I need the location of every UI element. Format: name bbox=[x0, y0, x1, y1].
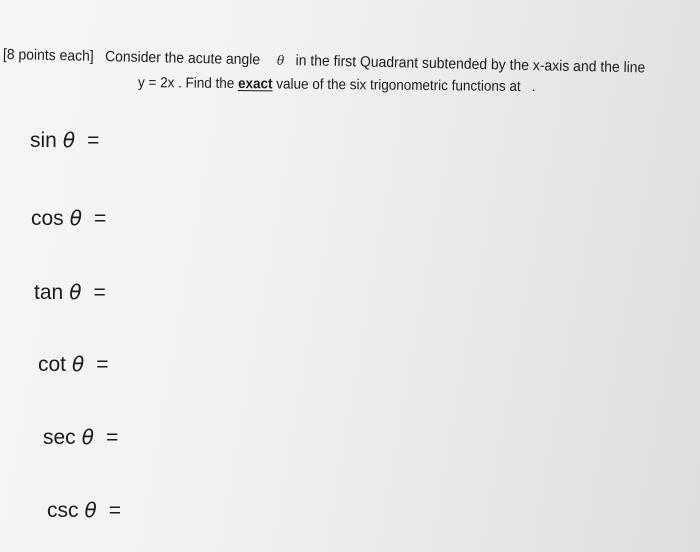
equals-sign: = bbox=[93, 207, 107, 230]
theta-symbol: θ bbox=[276, 53, 285, 69]
function-name: cot bbox=[38, 353, 67, 376]
theta-symbol: θ bbox=[81, 425, 94, 449]
theta-symbol: θ bbox=[69, 206, 82, 230]
theta-symbol: θ bbox=[69, 280, 82, 304]
function-name: csc bbox=[47, 499, 79, 522]
function-name: tan bbox=[34, 281, 64, 304]
equals-sign: = bbox=[87, 129, 100, 152]
sin-row bbox=[30, 128, 99, 153]
equals-sign: = bbox=[105, 426, 119, 449]
line-equation: y = 2x bbox=[137, 75, 175, 92]
equals-sign: = bbox=[108, 499, 122, 522]
function-name: sec bbox=[43, 426, 76, 449]
sec-row bbox=[43, 425, 118, 450]
theta-symbol: θ bbox=[84, 498, 97, 522]
tan-row bbox=[34, 280, 106, 305]
function-name: cos bbox=[31, 207, 64, 230]
consider-text: Consider the acute angle bbox=[104, 48, 261, 69]
problem-statement-line-2 bbox=[138, 75, 536, 95]
trailing-period: . bbox=[531, 79, 536, 96]
cos-row bbox=[31, 206, 106, 231]
csc-row bbox=[47, 498, 121, 523]
exact-word: exact bbox=[237, 76, 273, 93]
points-label: [8 points each] bbox=[2, 46, 94, 65]
theta-symbol: θ bbox=[62, 128, 76, 152]
equals-sign: = bbox=[96, 353, 109, 376]
find-text: . Find the bbox=[178, 75, 235, 93]
quadrant-text: in the first Quadrant subtended by the x-axis and the line bbox=[295, 52, 646, 77]
problem-statement-line-1 bbox=[3, 46, 646, 76]
theta-symbol: θ bbox=[72, 352, 85, 376]
function-name: sin bbox=[30, 129, 57, 152]
cot-row bbox=[38, 352, 109, 377]
value-text: value of the six trigonometric functions at bbox=[276, 76, 521, 96]
equals-sign: = bbox=[93, 281, 106, 304]
